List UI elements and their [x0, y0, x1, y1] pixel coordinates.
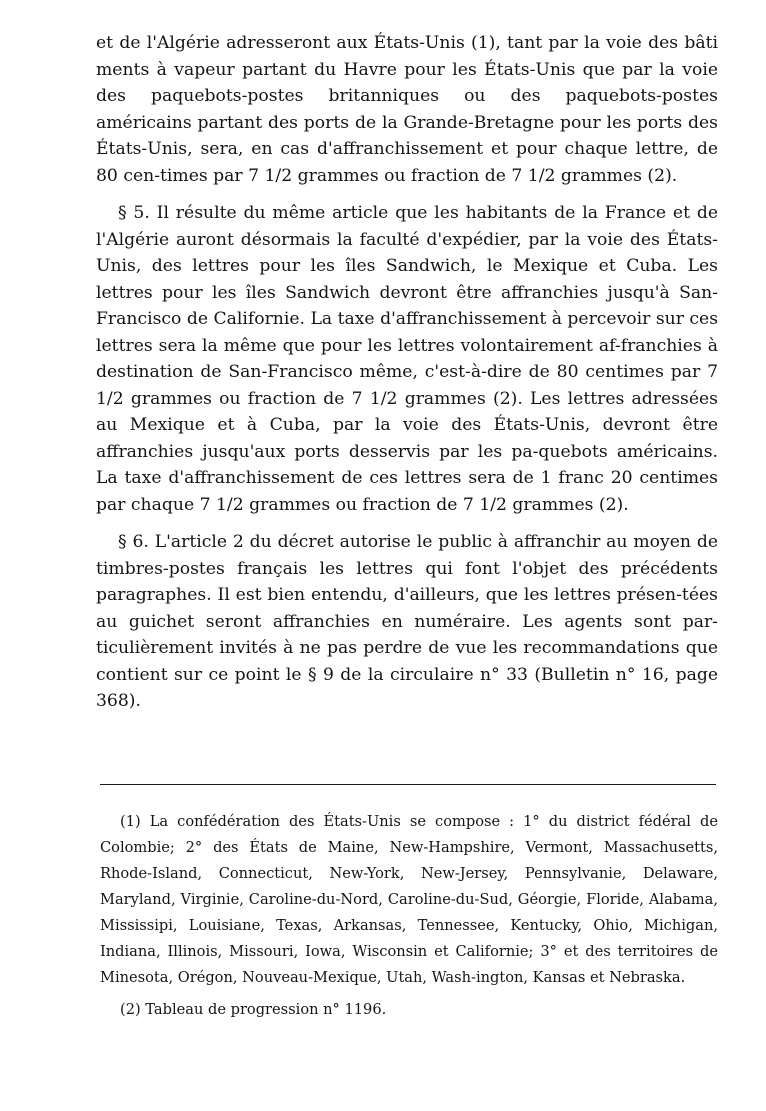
- paragraph-continuation: et de l'Algérie adresseront aux États-Unis (1), tant par la voie des bâti ments à vapeur partant du Havre pour les États-Unis que par la voie des paquebots-postes britanniques ou des paquebots-postes américains partant des ports de la Grande-Bretagne pour les ports des États-Unis, sera, en cas d'affranchissement et pour chaque lettre, de 80 cen-times par 7 1/2 grammes ou fraction de 7 1/2 grammes (2).: [96, 33, 718, 186]
- paragraph-section-6: § 6. L'article 2 du décret autorise le public à affranchir au moyen de timbres-postes français les lettres qui font l'objet des précédents paragraphes. Il est bien entendu, d'ailleurs, que les lettres présen-tées au guichet seront affranchies en numéraire. Les agents sont par-ticulièrement invités à ne pas perdre de vue les recommandations que contient sur ce point le § 9 de la circulaire n° 33 (Bulletin n° 16, page 368).: [96, 532, 718, 711]
- footnote-divider: [100, 784, 716, 785]
- footnote-2: (2) Tableau de progression n° 1196.: [120, 1001, 387, 1018]
- footnotes: [100, 809, 718, 1029]
- main-text: [96, 30, 718, 726]
- footnote-1: (1) La confédération des États-Unis se compose : 1° du district fédéral de Colombie; 2° des États de Maine, New-Hampshire, Vermont, Massachusetts, Rhode-Island, Connecticut, New-York, New-Jersey, Pennsylvanie, Delaware, Maryland, Virginie, Caroline-du-Nord, Caroline-du-Sud, Géorgie, Floride, Alabama, Mississipi, Louisiane, Texas, Arkansas, Tennessee, Kentucky, Ohio, Michigan, Indiana, Illinois, Missouri, Iowa, Wisconsin et Californie; 3° et des territoires de Minesota, Orégon, Nouveau-Mexique, Utah, Wash-ington, Kansas et Nebraska.: [100, 813, 718, 986]
- paragraph-section-5: § 5. Il résulte du même article que les habitants de la France et de l'Algérie auront désormais la faculté d'expédier, par la voie des États-Unis, des lettres pour les îles Sandwich, le Mexique et Cuba. Les lettres pour les îles Sandwich devront être affranchies jusqu'à San-Francisco de Californie. La taxe d'affranchissement à percevoir sur ces lettres sera la même que pour les lettres volontairement af-franchies à destination de San-Francisco même, c'est-à-dire de 80 centimes par 7 1/2 grammes ou fraction de 7 1/2 grammes (2). Les lettres adressées au Mexique et à Cuba, par la voie des États-Unis, devront être affranchies jusqu'aux ports desservis par les pa-quebots américains. La taxe d'affranchissement de ces lettres sera de 1 franc 20 centimes par chaque 7 1/2 grammes ou fraction de 7 1/2 grammes (2).: [96, 203, 719, 515]
